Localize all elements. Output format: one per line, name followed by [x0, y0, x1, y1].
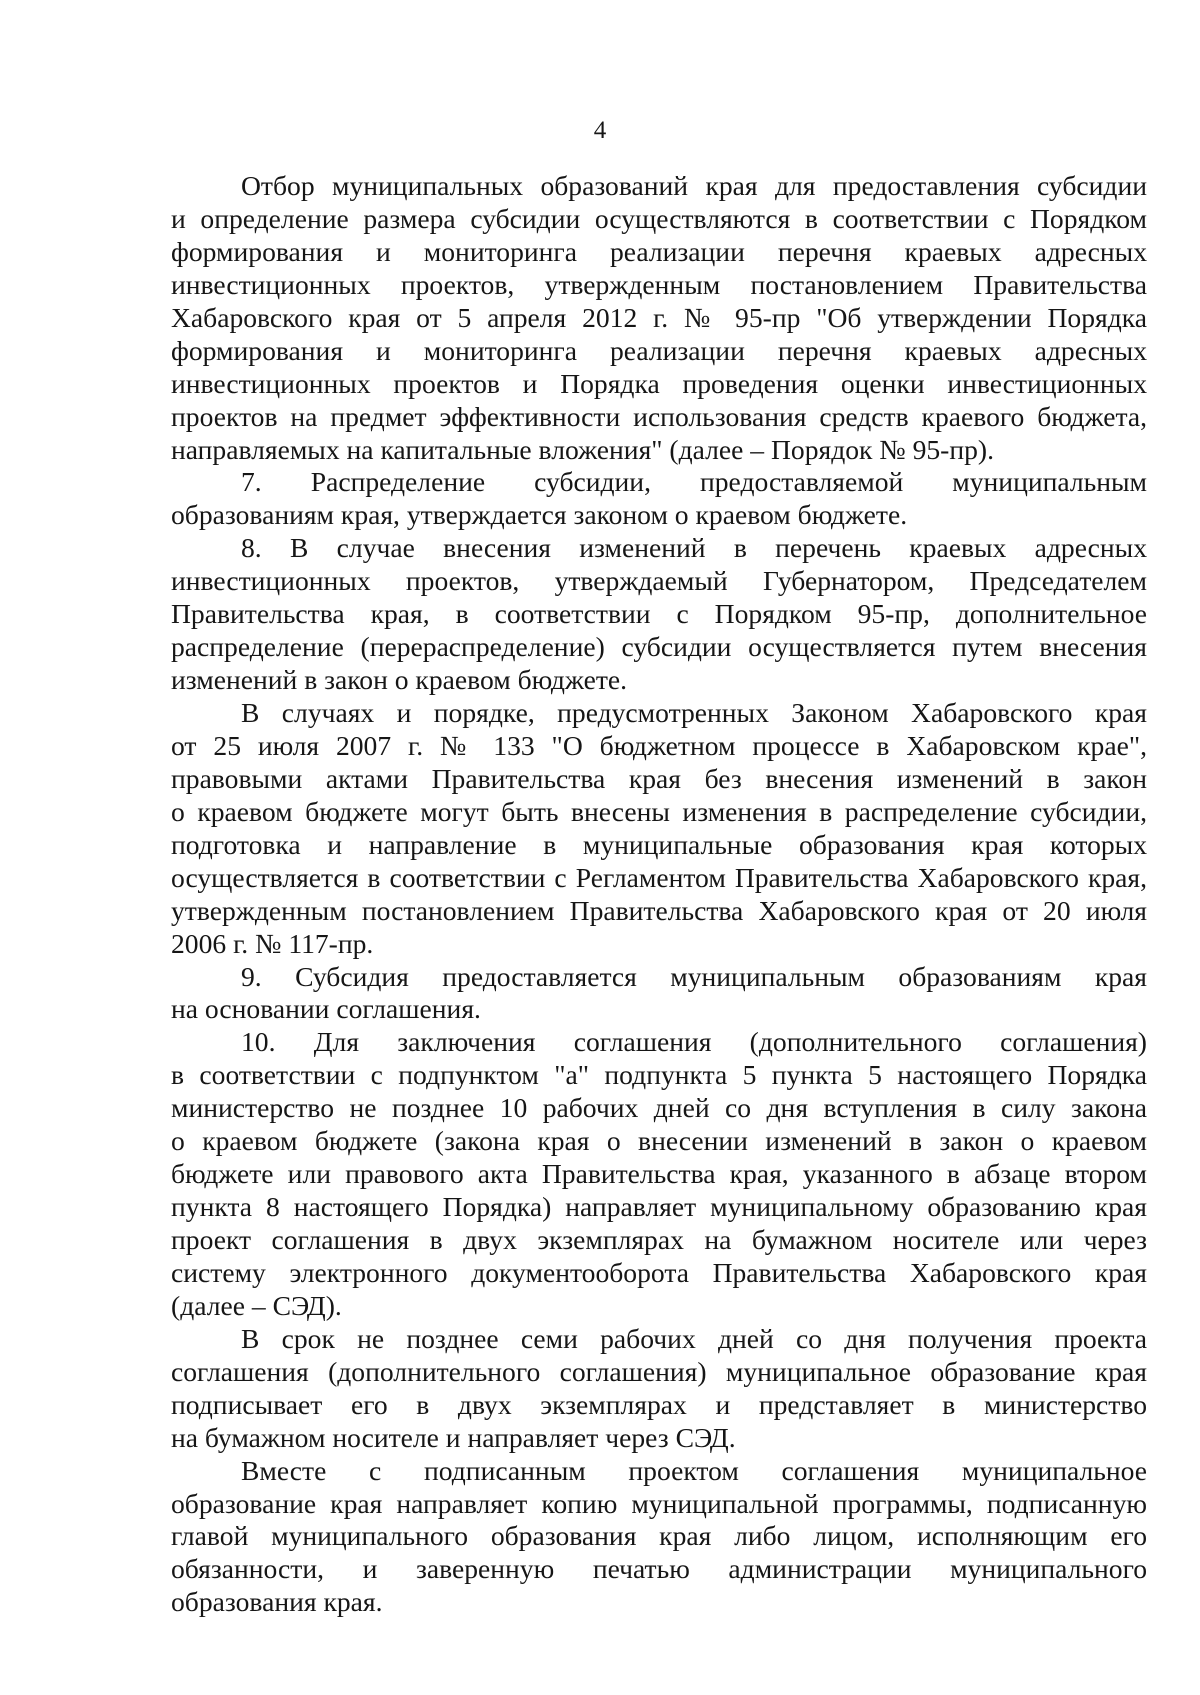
text-line: инвестиционных проектов и Порядка проведения оценки инвестиционных [171, 367, 1147, 399]
text-line: образованиям края, утверждается законом о краевом бюджете. [171, 499, 908, 531]
text-line: (далее – СЭД). [171, 1289, 342, 1321]
text-line: обязанности, и заверенную печатью администрации муниципального [171, 1553, 1147, 1585]
text-line: проектов на предмет эффективности использования средств краевого бюджета, [171, 400, 1147, 432]
text-line: изменений в закон о краевом бюджете. [171, 664, 628, 696]
text-line: подписывает его в двух экземплярах и представляет в министерство [171, 1388, 1147, 1420]
text-line: образование края направляет копию муниципальной программы, подписанную [171, 1487, 1147, 1519]
text-line: бюджете или правового акта Правительства края, указанного в абзаце втором [171, 1158, 1147, 1190]
text-line: инвестиционных проектов, утверждаемый Губернатором, Председателем [171, 565, 1147, 597]
text-line: Правительства края, в соответствии с Порядком 95-пр, дополнительное [171, 598, 1147, 630]
text-line: проект соглашения в двух экземплярах на бумажном носителе или через [171, 1224, 1147, 1255]
text-line: В случаях и порядке, предусмотренных Законом Хабаровского края [241, 697, 1147, 728]
text-line: утвержденным постановлением Правительства Хабаровского края от 20 июля [171, 894, 1147, 926]
text-line: министерство не позднее 10 рабочих дней со дня вступления в силу закона [171, 1092, 1147, 1124]
text-line: 9. Субсидия предоставляется муниципальным образованиям края [241, 960, 1147, 992]
text-line: инвестиционных проектов, утвержденным постановлением Правительства [171, 268, 1147, 300]
text-line: Хабаровского края от 5 апреля 2012 г. № 95-пр "Об утверждении Порядка [171, 301, 1147, 333]
text-line: правовыми актами Правительства края без внесения изменений в закон [171, 762, 1147, 794]
text-line: на бумажном носителе и направляет через СЭД. [171, 1421, 736, 1453]
text-line: и определение размера субсидии осуществляются в соответствии с Порядком [171, 202, 1147, 234]
text-line: 10. Для заключения соглашения (дополнительного соглашения) [241, 1026, 1147, 1058]
text-line: подготовка и направление в муниципальные образования края которых [171, 828, 1147, 860]
text-line: главой муниципального образования края либо лицом, исполняющим его [171, 1520, 1147, 1552]
text-line: систему электронного документооборота Правительства Хабаровского края [171, 1256, 1147, 1288]
text-line: образования края. [171, 1586, 383, 1618]
text-line: в соответствии с подпунктом "а" подпункта 5 пункта 5 настоящего Порядка [171, 1059, 1147, 1091]
text-line: от 25 июля 2007 г. № 133 "О бюджетном процессе в Хабаровском крае", [171, 729, 1147, 761]
text-line: направляемых на капитальные вложения" (далее – Порядок № 95-пр). [171, 433, 995, 465]
text-line: пункта 8 настоящего Порядка) направляет муниципальному образованию края [171, 1191, 1147, 1223]
text-line: о краевом бюджете (закона края о внесении изменений в закон о краевом [171, 1125, 1147, 1157]
page-number: 4 [593, 117, 607, 144]
text-line: В срок не позднее семи рабочих дней со дня получения проекта [241, 1322, 1147, 1354]
text-line: 2006 г. № 117-пр. [171, 927, 374, 959]
text-line: 8. В случае внесения изменений в перечень краевых адресных [241, 532, 1147, 564]
text-line: осуществляется в соответствии с Регламентом Правительства Хабаровского края, [171, 861, 1147, 893]
text-line: формирования и мониторинга реализации перечня краевых адресных [171, 235, 1147, 267]
text-line: на основании соглашения. [171, 993, 481, 1025]
text-line: распределение (перераспределение) субсидии осуществляется путем внесения [171, 631, 1147, 663]
text-line: соглашения (дополнительного соглашения) муниципальное образование края [171, 1355, 1147, 1387]
text-line: 7. Распределение субсидии, предоставляемой муниципальным [241, 466, 1147, 498]
text-line: формирования и мониторинга реализации перечня краевых адресных [171, 334, 1147, 366]
text-line: Отбор муниципальных образований края для предоставления субсидии [241, 170, 1147, 201]
text-line: о краевом бюджете могут быть внесены изменения в распределение субсидии, [171, 795, 1147, 827]
text-line: Вместе с подписанным проектом соглашения муниципальное [241, 1454, 1147, 1486]
body-text [171, 170, 1147, 1619]
